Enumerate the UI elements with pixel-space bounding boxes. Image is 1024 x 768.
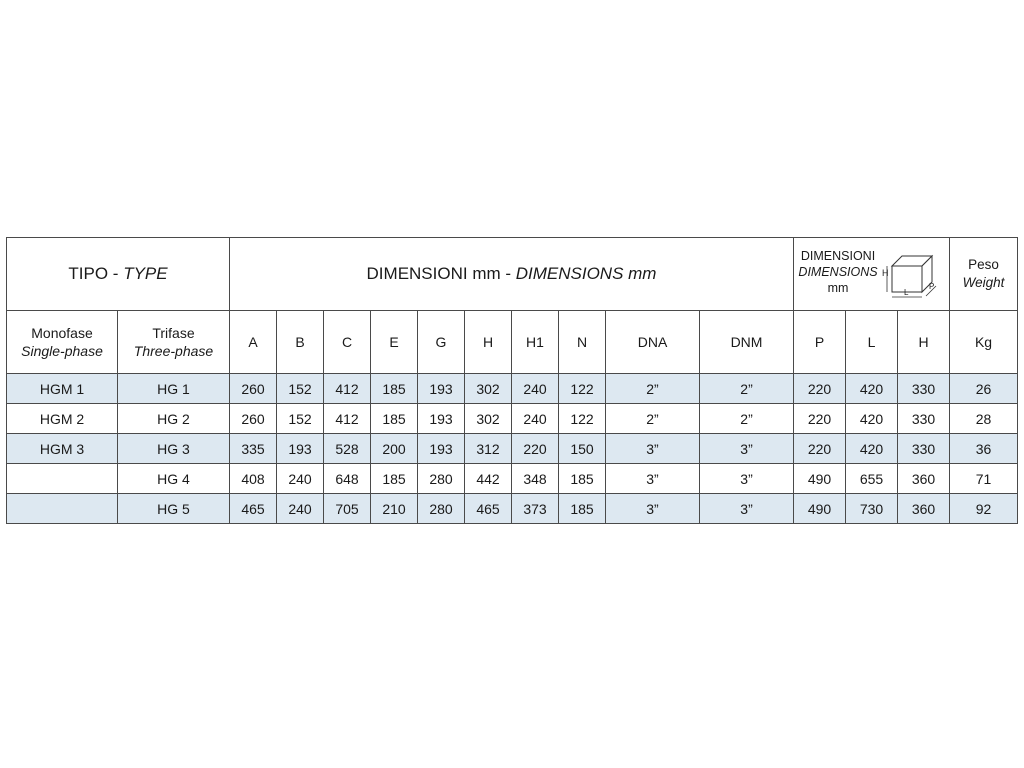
table-cell: 330	[898, 374, 950, 404]
monofase-model	[7, 494, 118, 524]
type-label: TYPE	[123, 264, 168, 283]
dimensions-label: DIMENSIONS mm	[515, 264, 657, 283]
trifase-model: HG 4	[118, 464, 230, 494]
table-cell: 26	[950, 374, 1018, 404]
table-cell: 28	[950, 404, 1018, 434]
col-a: A	[230, 311, 277, 374]
monofase-label: Monofase	[31, 325, 93, 341]
table-cell: 220	[512, 434, 559, 464]
package-box-icon	[880, 246, 944, 302]
table-cell: 3”	[700, 494, 794, 524]
peso-label: Peso	[968, 257, 999, 272]
monofase-model: HGM 1	[7, 374, 118, 404]
col-n: N	[559, 311, 606, 374]
table-cell: 220	[794, 434, 846, 464]
table-cell: 2”	[700, 374, 794, 404]
col-p: P	[794, 311, 846, 374]
table-cell: 185	[559, 494, 606, 524]
col-kg: Kg	[950, 311, 1018, 374]
package-dimensions-header	[794, 238, 950, 311]
trifase-model: HG 5	[118, 494, 230, 524]
table-cell: 330	[898, 434, 950, 464]
table-cell: 420	[846, 374, 898, 404]
table-cell: 260	[230, 404, 277, 434]
table-row	[7, 404, 1018, 434]
table-cell: 330	[898, 404, 950, 434]
col-g: G	[418, 311, 465, 374]
col-h1: H1	[512, 311, 559, 374]
table-cell: 2”	[606, 404, 700, 434]
box-l-letter: L	[904, 288, 909, 297]
table-cell: 152	[277, 404, 324, 434]
monofase-model: HGM 3	[7, 434, 118, 464]
table-cell: 408	[230, 464, 277, 494]
monofase-header	[7, 311, 118, 374]
col-e: E	[371, 311, 418, 374]
table-cell: 240	[512, 404, 559, 434]
box-dimensions-label: DIMENSIONS	[798, 265, 878, 279]
table-cell: 193	[418, 374, 465, 404]
table-cell: 2”	[606, 374, 700, 404]
monofase-model: HGM 2	[7, 404, 118, 434]
trifase-model: HG 2	[118, 404, 230, 434]
table-cell: 3”	[700, 434, 794, 464]
table-row	[7, 464, 1018, 494]
table-cell: 193	[418, 434, 465, 464]
table-row	[7, 494, 1018, 524]
table-cell: 280	[418, 464, 465, 494]
table-cell: 420	[846, 404, 898, 434]
col-b: B	[277, 311, 324, 374]
weight-label: Weight	[962, 275, 1005, 290]
col-dnm: DNM	[700, 311, 794, 374]
table-cell: 152	[277, 374, 324, 404]
box-h-letter: H	[882, 268, 889, 278]
table-row	[7, 434, 1018, 464]
single-phase-label: Single-phase	[21, 343, 103, 359]
table-cell: 122	[559, 404, 606, 434]
table-cell: 730	[846, 494, 898, 524]
col-box-h: H	[898, 311, 950, 374]
trifase-label: Trifase	[152, 325, 195, 341]
tipo-label: TIPO	[68, 264, 109, 283]
table-cell: 260	[230, 374, 277, 404]
dimensioni-label: DIMENSIONI mm	[366, 264, 501, 283]
dimensions-table	[6, 237, 1018, 524]
table-cell: 193	[418, 404, 465, 434]
table-cell: 193	[277, 434, 324, 464]
table-cell: 490	[794, 494, 846, 524]
table-cell: 200	[371, 434, 418, 464]
trifase-header	[118, 311, 230, 374]
table-cell: 648	[324, 464, 371, 494]
table-cell: 220	[794, 404, 846, 434]
table-cell: 240	[512, 374, 559, 404]
table-cell: 3”	[700, 464, 794, 494]
table-cell: 240	[277, 464, 324, 494]
table-cell: 490	[794, 464, 846, 494]
table-cell: 465	[465, 494, 512, 524]
table-cell: 220	[794, 374, 846, 404]
table-cell: 312	[465, 434, 512, 464]
table-cell: 302	[465, 374, 512, 404]
dimensions-header: DIMENSIONI mm - DIMENSIONS mm	[230, 238, 794, 311]
table-cell: 2”	[700, 404, 794, 434]
table-cell: 210	[371, 494, 418, 524]
table-cell: 92	[950, 494, 1018, 524]
three-phase-label: Three-phase	[133, 343, 214, 359]
table-cell: 655	[846, 464, 898, 494]
table-cell: 373	[512, 494, 559, 524]
table-cell: 185	[371, 464, 418, 494]
table-cell: 360	[898, 464, 950, 494]
table-cell: 3”	[606, 434, 700, 464]
table-cell: 302	[465, 404, 512, 434]
box-p-letter: P	[929, 282, 935, 291]
weight-header	[950, 238, 1018, 311]
col-l: L	[846, 311, 898, 374]
table-cell: 185	[559, 464, 606, 494]
table-cell: 412	[324, 374, 371, 404]
table-cell: 185	[371, 374, 418, 404]
table-cell: 36	[950, 434, 1018, 464]
table-cell: 71	[950, 464, 1018, 494]
table-cell: 3”	[606, 464, 700, 494]
box-mm-label: mm	[827, 281, 849, 295]
trifase-model: HG 1	[118, 374, 230, 404]
table-cell: 150	[559, 434, 606, 464]
monofase-model	[7, 464, 118, 494]
header-row	[7, 238, 1018, 311]
table-cell: 335	[230, 434, 277, 464]
table-cell: 442	[465, 464, 512, 494]
table-cell: 705	[324, 494, 371, 524]
table-cell: 465	[230, 494, 277, 524]
trifase-model: HG 3	[118, 434, 230, 464]
table-cell: 360	[898, 494, 950, 524]
table-cell: 412	[324, 404, 371, 434]
box-dimensioni-label: DIMENSIONI	[800, 249, 876, 263]
col-c: C	[324, 311, 371, 374]
table-cell: 122	[559, 374, 606, 404]
col-h: H	[465, 311, 512, 374]
table-cell: 420	[846, 434, 898, 464]
table-cell: 528	[324, 434, 371, 464]
table-cell: 348	[512, 464, 559, 494]
table-cell: 3”	[606, 494, 700, 524]
subheader-row	[7, 311, 1018, 374]
col-dna: DNA	[606, 311, 700, 374]
table-row	[7, 374, 1018, 404]
table-cell: 240	[277, 494, 324, 524]
table-cell: 185	[371, 404, 418, 434]
table-cell: 280	[418, 494, 465, 524]
type-header: TIPO - TYPE	[7, 238, 230, 311]
